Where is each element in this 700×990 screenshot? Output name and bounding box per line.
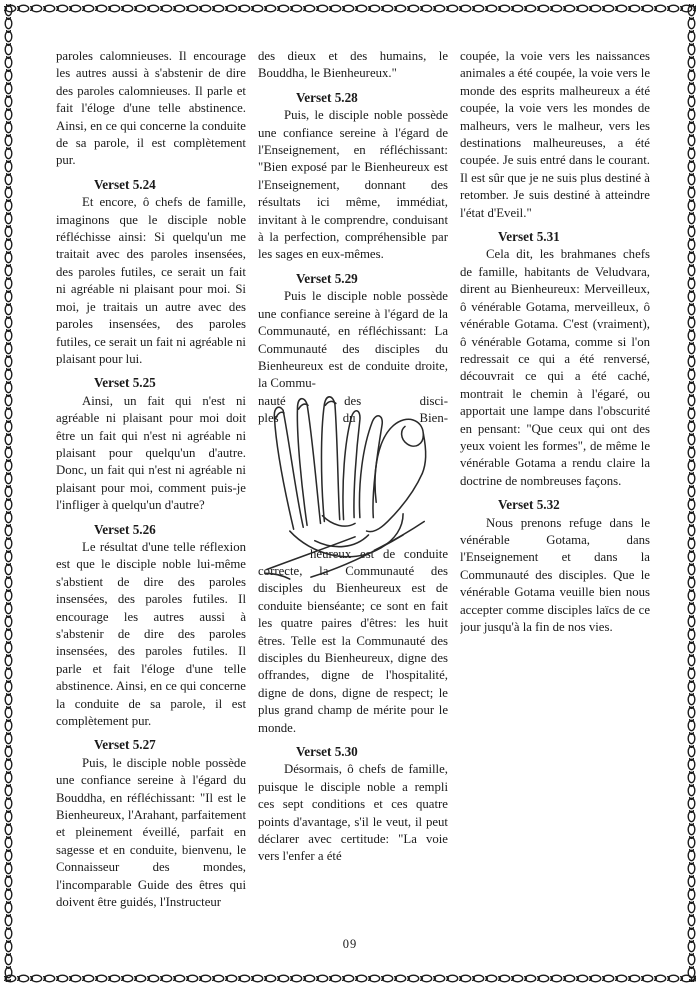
verse-heading: Verset 5.32 (498, 497, 560, 513)
chain-border-top (4, 4, 696, 13)
paragraph: Nous prenons refuge dans le vénérable Gotama, dans l'Enseignement et dans la Communauté des disciples. Que le vénérable Gotama veuille bien nous accepter comme disciples laïcs de ce jour jusqu'à la fin de nos vies. (460, 515, 650, 634)
paragraph: paroles calomnieuses. Il encourage les autres aussi à s'abstenir de dire des paroles calomnieuses. Il parle et fait l'éloge d'une telle abstinence. Ainsi, en ce qui concerne la conduite de sa parole, il est complètement pur. (56, 49, 246, 168)
wrap-word: du (342, 411, 356, 426)
paragraph: des dieux et des humains, le Bouddha, le Bienheureux." (258, 49, 448, 81)
chain-border-bottom (4, 974, 696, 983)
verse-heading: Verset 5.28 (296, 89, 358, 105)
verse-heading: Verset 5.24 (94, 176, 156, 192)
column-2 (258, 48, 448, 936)
figure-block (258, 393, 448, 546)
verse-heading: Verset 5.27 (94, 737, 156, 753)
verse-heading: Verset 5.29 (296, 270, 358, 286)
paragraph: heureux est de conduite correcte, la Communauté des disciples du Bienheureux est de conduite bienséante; ce sont en fait les quatre paires d'êtres: les huit êtres. Telle est la Communauté des disciples du Bienheureux, digne des offrandes, digne de l'hospitalité, digne de dons, digne de respect; le plus grand champ de mérite pour le monde. (258, 546, 448, 735)
paragraph: Puis le disciple noble possède une confiance sereine à l'égard de la Communauté, en réfléchissant: La Communauté des disciples du Bienheureux est de conduite droite, la Commu- (258, 289, 448, 391)
paragraph: Cela dit, les brahmanes chefs de famille, habitants de Veludvara, dirent au Bienheureux: Merveilleux, ô vénérable Gotama, merveilleux, ô vénérable Gotama. C'est (vraiment), ô vénérable Gotama, comme si l'on redressait ce qui a été renversé, découvrait ce qui a été caché, montrait le chemin à l'égaré, ou apportait une lampe dans l'obscurité en pensant: "Que ceux qui ont des yeux voient les formes", de même le vénérable Gotama a rendu claire la doctrine de nombreuses façons. (460, 247, 650, 488)
wrap-word: nauté (258, 393, 286, 408)
verse-heading: Verset 5.26 (94, 521, 156, 537)
page-number: 09 (342, 937, 358, 951)
verse-heading: Verset 5.31 (498, 229, 560, 245)
chain-border-left (4, 4, 13, 982)
wrap-word: disci- (419, 393, 448, 408)
paragraph: Ainsi, un fait qui n'est ni agréable ni plaisant pour moi doit être un fait qui n'est ni agréable ni plaisant pour quelqu'un d'autre. Donc, un fait qui n'est ni agréable ni plaisant pour moi, comment puis-je l'infliger à quelqu'un d'autre? (56, 393, 246, 513)
figure-wrap-line (258, 410, 448, 427)
verse-heading: Verset 5.30 (296, 743, 358, 759)
wrap-word: Bien- (419, 411, 448, 426)
wrap-word: des (344, 393, 362, 408)
chain-border-right (687, 4, 696, 982)
paragraph: coupée, la voie vers les naissances animales a été coupée, la voie vers le monde des esprits malheureux a été coupée, la voie vers les mondes de malheurs, vers le malheur, vers les destinations malheureuses, a été coupée. Je suis entré dans le courant. Il est sûr que je ne suis plus destiné à retomber. Je suis destiné à atteindre l'état d'Eveil." (460, 49, 650, 220)
figure-wrap-line (258, 393, 448, 410)
paragraph: Puis, le disciple noble possède une confiance sereine à l'égard du Bouddha, en réfléchissant: "Il est le Bienheureux, l'Arahant, parfaitement et pleinement éveillé, parfait en sagesse et en conduite, bienvenu, le Connaisseur des mondes, l'incomparable Guide des êtres qui doivent être guidés, l'Instructeur (56, 755, 246, 910)
paragraph: Et encore, ô chefs de famille, imaginons que le disciple noble réfléchisse ainsi: Si quelqu'un me traitait avec des paroles insensées, des paroles futiles, ce serait un fait ni agréable ni plaisant pour moi. Si moi, je traitais un autre avec des paroles insensées, des paroles futiles, ce serait un fait ni agréable ni plaisant pour lui. (56, 195, 246, 366)
wrap-word: ples (258, 411, 279, 426)
column-1 (56, 48, 246, 936)
paragraph: Le résultat d'une telle réflexion est que le disciple noble lui-même s'abstient de dire des paroles insensées, des paroles futiles. Il encourage les autres aussi à s'abstenir de dire des paroles insensées, des paroles futiles. Il parle et fait l'éloge d'une telle abstinence. Ainsi, en ce qui concerne la conduite de sa parole, il est complètement pur. (56, 539, 246, 729)
paragraph: Puis, le disciple noble possède une confiance sereine à l'égard de l'Enseignement, en réfléchissant: "Bien exposé par le Bienheureux est l'Enseignement, donnant des résultats ici même, immédiat, invitant à le comprendre, conduisant à la perfection, compréhensible par les sages en eux-mêmes. (258, 108, 448, 262)
column-3 (460, 48, 650, 936)
paragraph: Désormais, ô chefs de famille, puisque le disciple noble a rempli ces sept conditions et ces quatre points d'avantage, s'il le veut, il peut déclarer avec certitude: "La voie vers l'enfer a été (258, 762, 448, 864)
text-columns (56, 48, 650, 936)
verse-heading: Verset 5.25 (94, 375, 156, 391)
